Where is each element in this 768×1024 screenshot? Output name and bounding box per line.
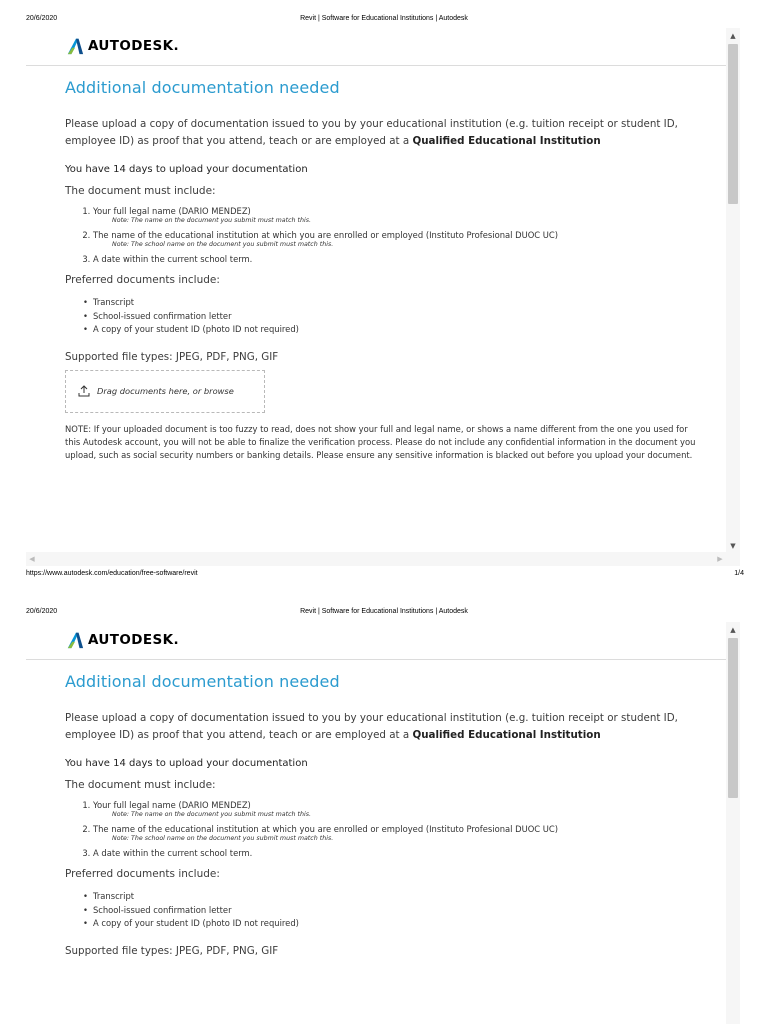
vertical-scrollbar[interactable] [726,622,740,1024]
requirement-note: Note: The school name on the document you submit must match this. [112,835,334,842]
list-item [93,824,705,843]
requirement-text: A date within the current school term. [93,254,253,264]
print-url: https://www.autodesk.com/education/free-software/revit [26,570,198,577]
intro-text: Please upload a copy of documentation issued to you by your educational institution (e.g. tuition receipt or student ID, employee ID) as proof that you attend, teach or are employed at a [65,118,678,147]
upload-note: NOTE: If your uploaded document is too fuzzy to read, does not show your full and legal name, or shows a name different from the one you used for this Autodesk account, you will not be able to finalize the verification process. Please do not include any confidential information in the document you upload, such as social security numbers or banking details. Please ensure any sensitive information is blacked out before you upload your document. [65,423,696,460]
requirements-list [65,206,705,264]
intro-paragraph [65,710,705,744]
days-notice: You have 14 days to upload your documentation [65,758,308,769]
requirement-value: (Instituto Profesional DUOC UC) [425,824,559,834]
dropzone-label[interactable]: Drag documents here, or browse [97,386,234,396]
main-content [65,78,705,462]
requirements-list [65,800,705,858]
list-item: • Transcript [93,296,705,310]
requirement-note: Note: The name on the document you submit must match this. [112,217,312,224]
print-title: Revit | Software for Educational Institutions | Autodesk [300,15,468,22]
requirement-value: (DARIO MENDEZ) [178,206,251,216]
qualified-institution-link[interactable]: Qualified Educational Institution [412,135,601,147]
days-notice: You have 14 days to upload your documentation [65,164,308,175]
scroll-left-arrow-icon[interactable]: ◀ [29,555,35,563]
list-item: • A copy of your student ID (photo ID not required) [93,917,705,931]
printed-page-2 [0,594,768,1024]
requirement-text: Your full legal name [93,800,176,810]
print-header [0,15,768,27]
intro-paragraph [65,116,705,150]
must-include-label: The document must include: [65,185,216,197]
requirement-text: The name of the educational institution at which you are enrolled or employed [93,824,424,834]
site-header [26,622,726,660]
print-date: 20/6/2020 [26,608,58,615]
list-item [93,230,705,249]
supported-file-types: Supported file types: JPEG, PDF, PNG, GIF [65,944,279,957]
requirement-text: A date within the current school term. [93,848,253,858]
scroll-right-arrow-icon[interactable]: ▶ [717,555,723,563]
autodesk-logo-icon [66,37,84,55]
upload-icon [78,385,90,397]
page-heading: Additional documentation needed [65,78,340,97]
print-date: 20/6/2020 [26,15,58,22]
preferred-label: Preferred documents include: [65,868,220,880]
list-item [93,206,705,225]
autodesk-wordmark: AUTODESK. [88,632,180,648]
print-header [0,608,768,620]
scroll-up-arrow-icon[interactable]: ▲ [730,626,736,634]
print-page-number: 1/4 [734,570,744,577]
requirement-text: Your full legal name [93,206,176,216]
browser-viewport [26,28,740,566]
list-item: • School-issued confirmation letter [93,310,705,324]
scrollbar-thumb[interactable] [728,638,738,798]
list-item: • A copy of your student ID (photo ID not required) [93,323,705,337]
requirement-note: Note: The name on the document you submit must match this. [112,811,312,818]
list-item [93,800,705,819]
list-item [93,254,705,264]
scrollbar-thumb[interactable] [728,44,738,204]
autodesk-logo-icon [66,631,84,649]
preferred-docs-list [65,890,705,931]
main-content [65,672,705,964]
preferred-docs-list [65,296,705,337]
list-item [93,848,705,858]
list-item: • Transcript [93,890,705,904]
preferred-label: Preferred documents include: [65,274,220,286]
upload-dropzone[interactable] [65,370,265,413]
scroll-up-arrow-icon[interactable]: ▲ [730,32,736,40]
browser-viewport [26,622,740,1024]
site-header [26,28,726,66]
autodesk-wordmark: AUTODESK. [88,38,180,54]
must-include-label: The document must include: [65,779,216,791]
autodesk-logo[interactable] [66,630,179,650]
print-title: Revit | Software for Educational Institutions | Autodesk [300,608,468,615]
requirement-note: Note: The school name on the document you submit must match this. [112,241,334,248]
qualified-institution-link[interactable]: Qualified Educational Institution [412,729,601,741]
list-item: • School-issued confirmation letter [93,904,705,918]
print-footer [0,570,768,582]
page-heading: Additional documentation needed [65,672,340,691]
autodesk-logo[interactable] [66,36,179,56]
requirement-text: The name of the educational institution at which you are enrolled or employed [93,230,424,240]
requirement-value: (DARIO MENDEZ) [178,800,251,810]
requirement-value: (Instituto Profesional DUOC UC) [425,230,559,240]
vertical-scrollbar[interactable] [726,28,740,566]
scroll-down-arrow-icon[interactable]: ▼ [730,542,736,550]
horizontal-scrollbar[interactable] [26,552,726,566]
intro-text: Please upload a copy of documentation issued to you by your educational institution (e.g. tuition receipt or student ID, employee ID) as proof that you attend, teach or are employed at a [65,712,678,741]
supported-file-types: Supported file types: JPEG, PDF, PNG, GIF [65,350,279,363]
